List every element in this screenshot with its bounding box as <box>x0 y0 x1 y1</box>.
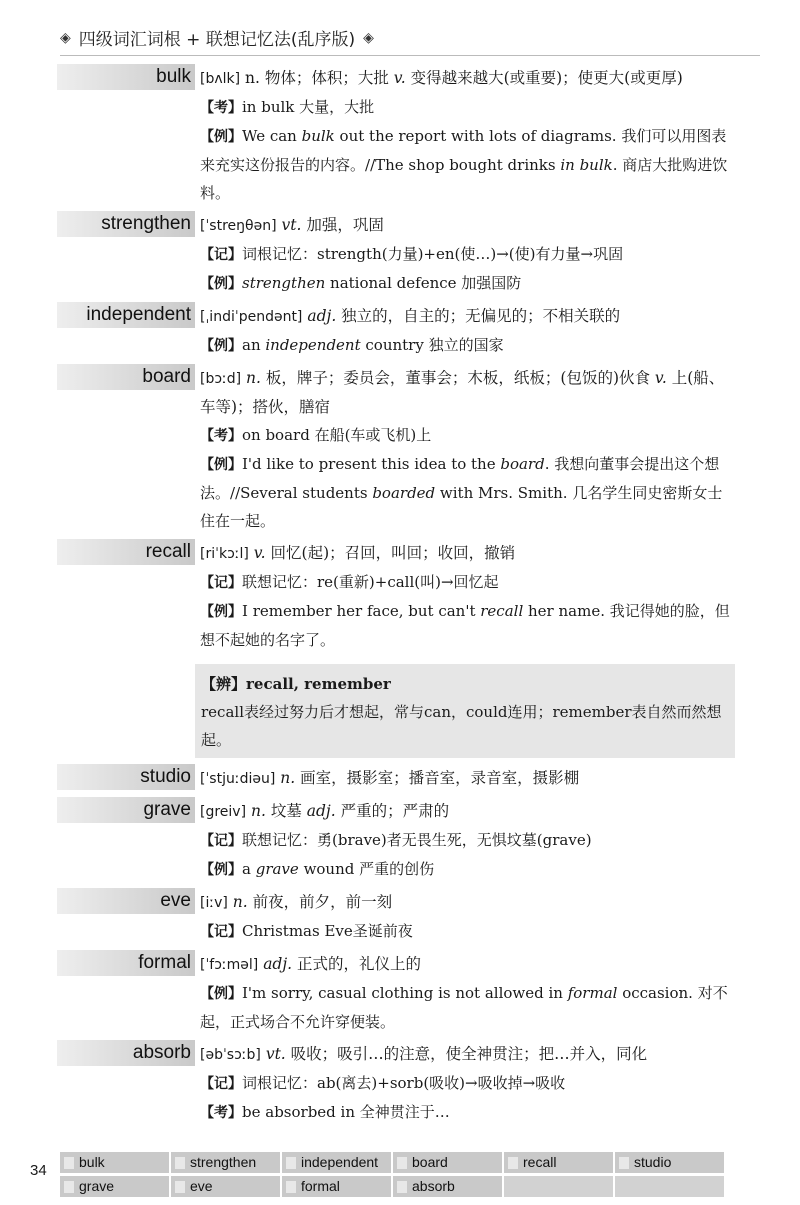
review-word[interactable]: board <box>393 1152 502 1173</box>
entry-absorb <box>0 1040 800 1127</box>
review-word[interactable]: studio <box>615 1152 724 1173</box>
headword: recall <box>57 539 195 565</box>
definition: [əbˈsɔːb] vt. 吸收；吸引…的注意，使全神贯注；把…并入，同化 <box>200 1045 648 1063</box>
definition: [bʌlk] n. 物体；体积；大批 v. 变得越来越大(或重要)；使更大(或更厚) <box>200 69 683 87</box>
entry-list <box>0 64 800 1131</box>
checkbox-icon[interactable] <box>619 1157 629 1169</box>
review-word[interactable]: recall <box>504 1152 613 1173</box>
entry-eve <box>0 888 800 946</box>
example: 【例】I'd like to present this idea to the board. 我想向董事会提出这个想法。//Several students boarded with Mrs. Smith. 几名学生同史密斯女士住在一起。 <box>200 455 723 530</box>
distinction-box: 【辨】recall, remember recall表经过努力后才想起，常与can，could连用；remember表自然而然想起。 <box>195 664 735 758</box>
definition: [ˈstjuːdiəu] n. 画室，摄影室；播音室，录音室，摄影棚 <box>200 769 580 787</box>
diamond-icon: ◈ <box>60 29 71 46</box>
definition: [ˌindiˈpendənt] adj. 独立的，自主的；无偏见的；不相关联的 <box>200 307 621 325</box>
headword: studio <box>57 764 195 790</box>
headword: grave <box>57 797 195 823</box>
entry-recall <box>0 539 800 758</box>
example: 【例】I remember her face, but can't recall her name. 我记得她的脸，但想不起她的名字了。 <box>200 602 730 649</box>
memory-note: 【记】联想记忆：勇(brave)者无畏生死，无惧坟墓(grave) <box>200 831 592 849</box>
memory-note: 【记】词根记忆：ab(离去)+sorb(吸收)→吸收掉→吸收 <box>200 1074 566 1092</box>
example: 【例】I'm sorry, casual clothing is not allowed in formal occasion. 对不起，正式场合不允许穿便装。 <box>200 984 728 1031</box>
entry-bulk <box>0 64 800 207</box>
checkbox-icon[interactable] <box>397 1157 407 1169</box>
headword: formal <box>57 950 195 976</box>
exam-note: 【考】be absorbed in 全神贯注于… <box>200 1103 450 1121</box>
review-word[interactable]: formal <box>282 1176 391 1197</box>
entry-board <box>0 364 800 535</box>
review-word[interactable]: bulk <box>60 1152 169 1173</box>
headword: board <box>57 364 195 390</box>
entry-independent <box>0 302 800 360</box>
page-number: 34 <box>30 1162 47 1179</box>
review-word[interactable]: grave <box>60 1176 169 1197</box>
review-word[interactable]: absorb <box>393 1176 502 1197</box>
definition: [riˈkɔːl] v. 回忆(起)；召回，叫回；收回，撤销 <box>200 544 516 562</box>
entry-studio <box>0 764 800 793</box>
review-word[interactable]: strengthen <box>171 1152 280 1173</box>
review-word[interactable]: independent <box>282 1152 391 1173</box>
review-word-grid <box>60 1152 724 1197</box>
exam-note: 【考】in bulk 大量，大批 <box>200 98 375 116</box>
definition: [greiv] n. 坟墓 adj. 严重的；严肃的 <box>200 802 450 820</box>
running-header <box>60 20 760 56</box>
headword: absorb <box>57 1040 195 1066</box>
example: 【例】a grave wound 严重的创伤 <box>200 860 435 878</box>
entry-grave <box>0 797 800 884</box>
entry-strengthen <box>0 211 800 298</box>
checkbox-icon[interactable] <box>64 1157 74 1169</box>
example: 【例】We can bulk out the report with lots of diagrams. 我们可以用图表来充实这份报告的内容。//The shop bought drinks in bulk. 商店大批购进饮料。 <box>200 127 728 202</box>
definition: [iːv] n. 前夜，前夕，前一刻 <box>200 893 393 911</box>
headword: independent <box>57 302 195 328</box>
diamond-icon: ◈ <box>363 29 374 46</box>
exam-note: 【考】on board 在船(车或飞机)上 <box>200 426 432 444</box>
entry-formal <box>0 950 800 1036</box>
example: 【例】strengthen national defence 加强国防 <box>200 274 522 292</box>
definition: [ˈstreŋθən] vt. 加强，巩固 <box>200 216 384 234</box>
checkbox-icon[interactable] <box>64 1181 74 1193</box>
checkbox-icon[interactable] <box>175 1157 185 1169</box>
memory-note: 【记】联想记忆：re(重新)+call(叫)→回忆起 <box>200 573 499 591</box>
checkbox-icon[interactable] <box>175 1181 185 1193</box>
checkbox-icon[interactable] <box>397 1181 407 1193</box>
checkbox-icon[interactable] <box>286 1157 296 1169</box>
checkbox-icon[interactable] <box>286 1181 296 1193</box>
empty-cell <box>615 1176 724 1197</box>
memory-note: 【记】词根记忆：strength(力量)+en(使…)→(使)有力量→巩固 <box>200 245 624 263</box>
checkbox-icon[interactable] <box>508 1157 518 1169</box>
headword: bulk <box>57 64 195 90</box>
memory-note: 【记】Christmas Eve圣诞前夜 <box>200 922 413 940</box>
book-title: 四级词汇词根 + 联想记忆法(乱序版) <box>78 30 356 50</box>
review-word[interactable]: eve <box>171 1176 280 1197</box>
definition: [bɔːd] n. 板，牌子；委员会，董事会；木板，纸板；(包饭的)伙食 v. 上(船、车等)；搭伙，膳宿 <box>200 369 725 416</box>
example: 【例】an independent country 独立的国家 <box>200 336 504 354</box>
headword: eve <box>57 888 195 914</box>
headword: strengthen <box>57 211 195 237</box>
empty-cell <box>504 1176 613 1197</box>
definition: [ˈfɔːməl] adj. 正式的，礼仪上的 <box>200 955 422 973</box>
